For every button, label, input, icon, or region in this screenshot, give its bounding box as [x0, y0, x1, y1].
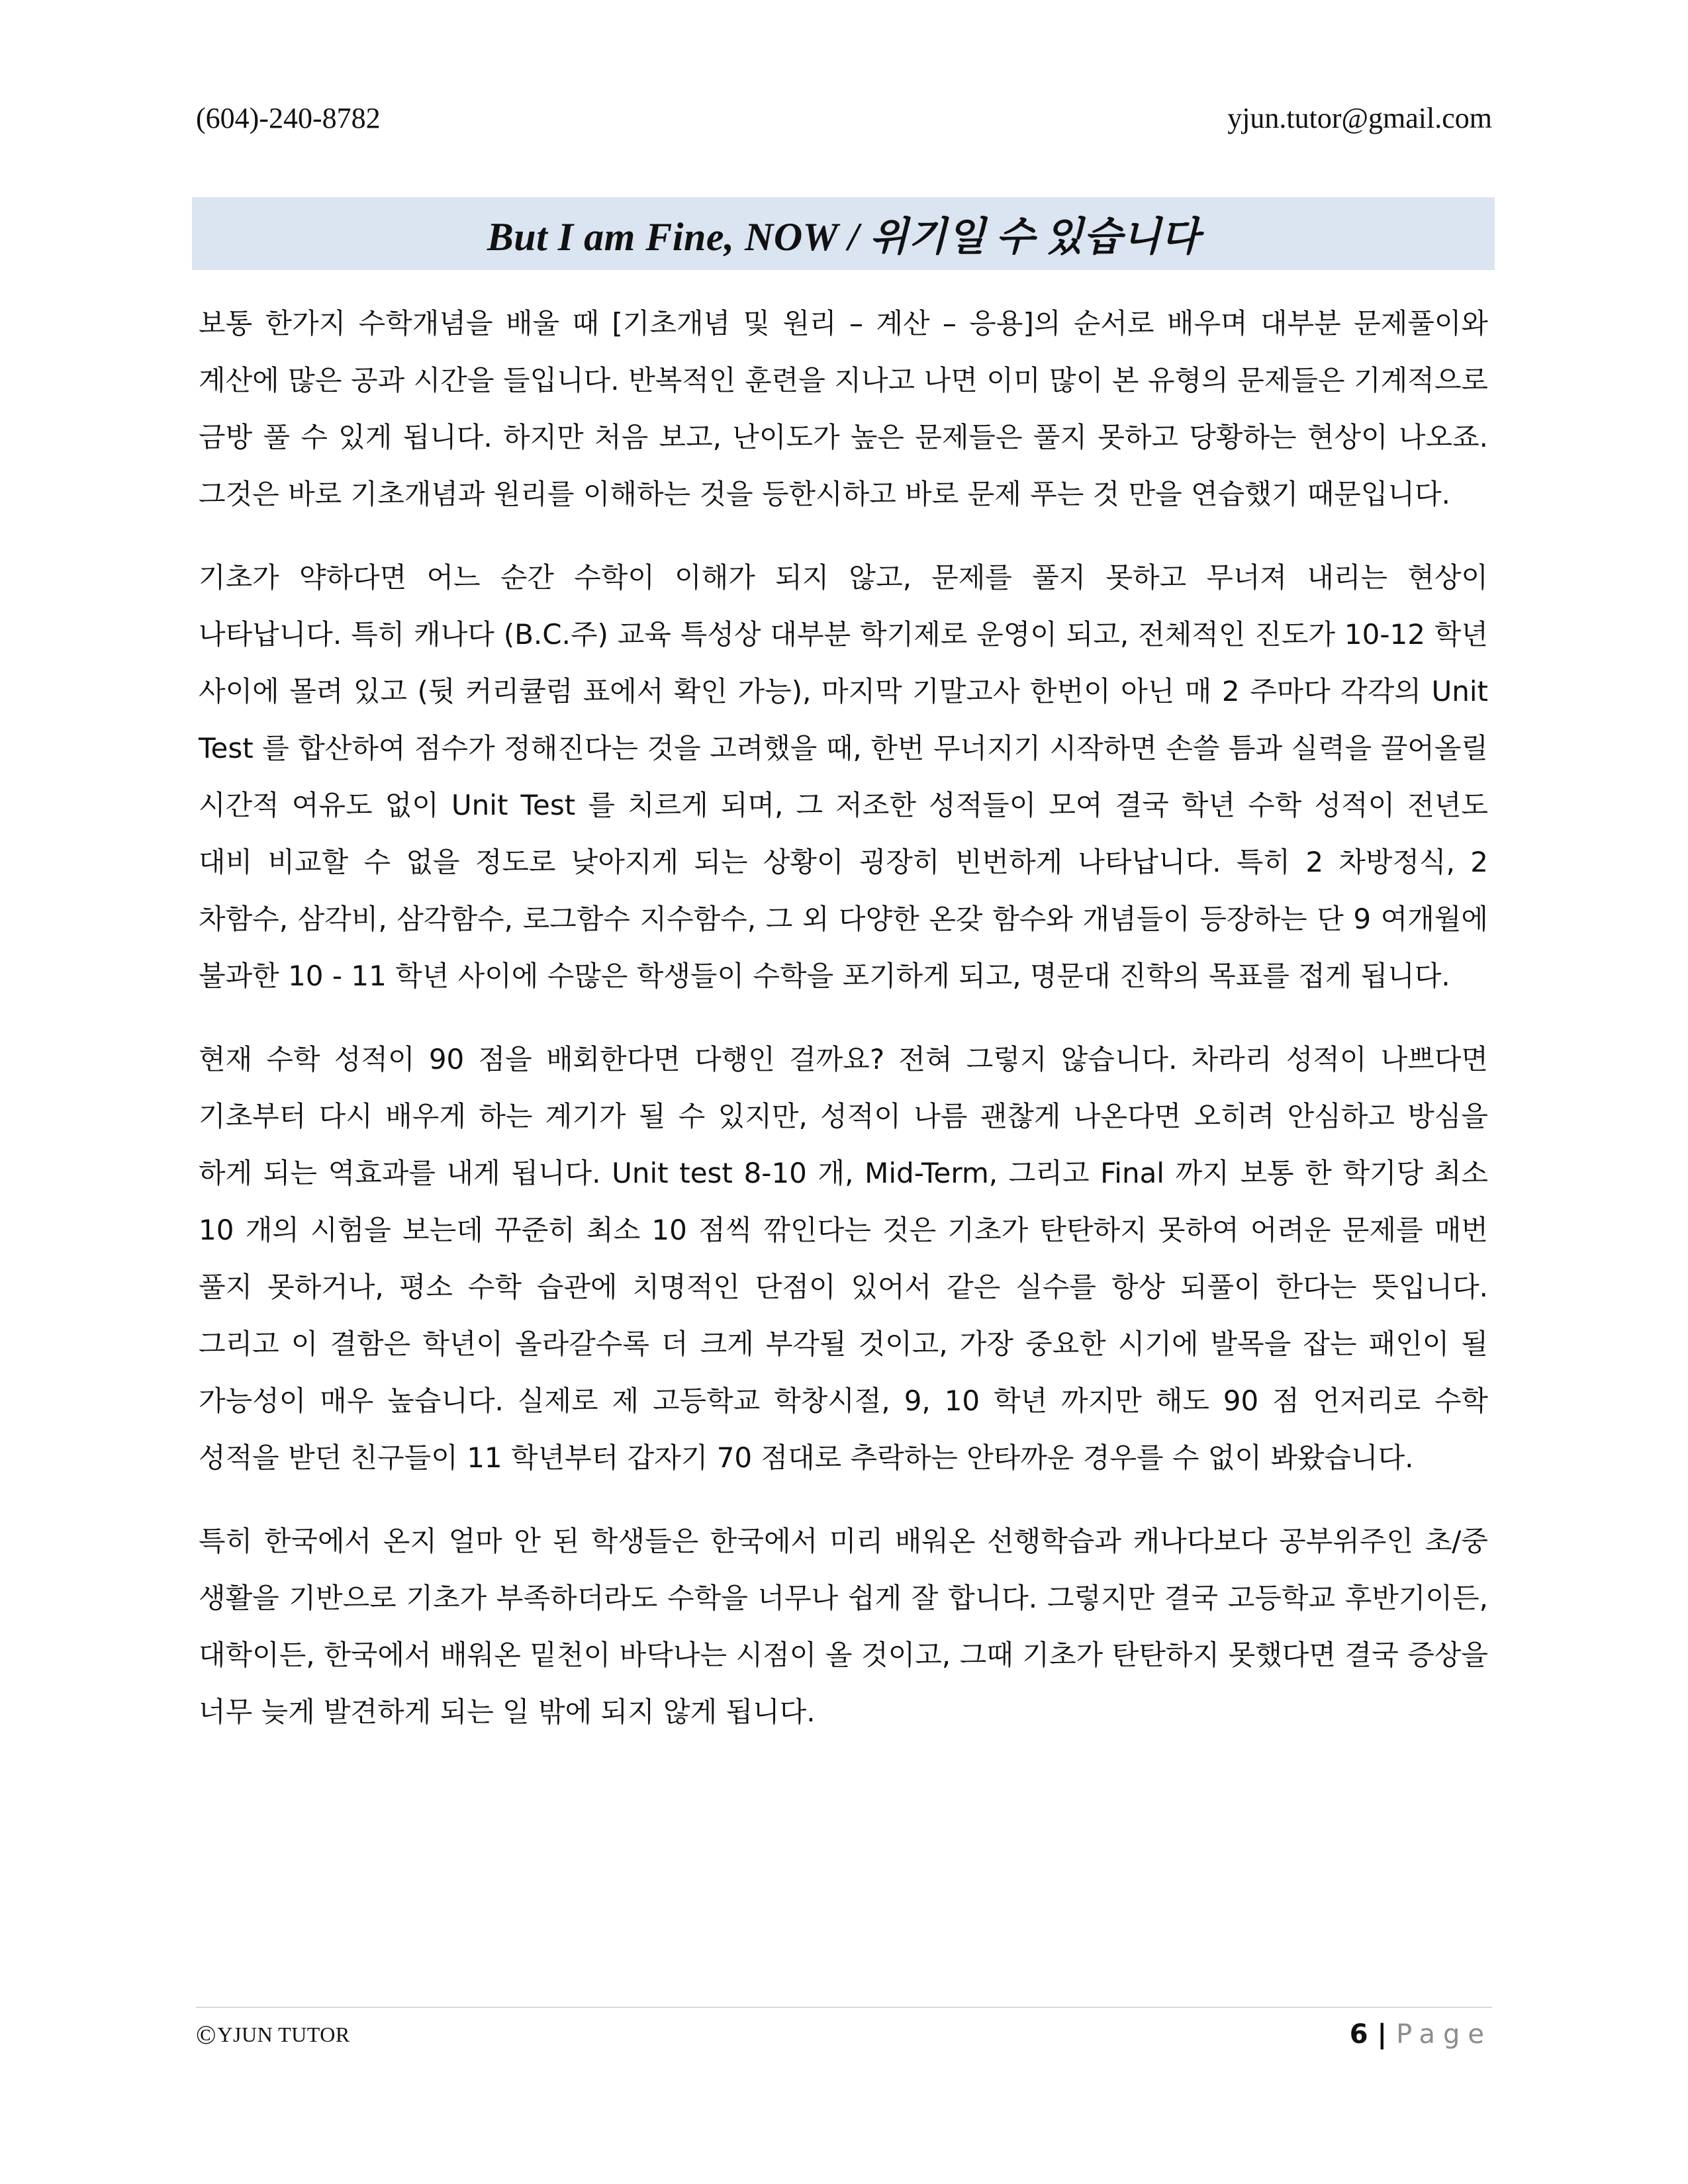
footer-copyright [196, 2019, 350, 2050]
copyright-icon: © [196, 2019, 216, 2050]
page-footer [196, 2013, 1492, 2056]
body-text [199, 295, 1488, 1767]
page-header [196, 98, 1492, 138]
page-number: 6 [1349, 2019, 1368, 2050]
paragraph-3: 현재 수학 성적이 90 점을 배회한다면 다행인 걸까요? 전혀 그렇지 않습니다. 차라리 성적이 나쁘다면 기초부터 다시 배우게 하는 계기가 될 수 있지만, 성적이 나름 괜찮게 나온다면 오히려 안심하고 방심을 하게 되는 역효과를 내게 됩니다. Unit test 8-10 개, Mid-Term, 그리고 Final 까지 보통 한 학기당 최소 10 개의 시험을 보는데 꾸준히 최소 10 점씩 깎인다는 것은 기초가 탄탄하지 못하여 어려운 문제를 매번 풀지 못하거나, 평소 수학 습관에 치명적인 단점이 있어서 같은 실수를 항상 되풀이 한다는 뜻입니다. 그리고 이 결함은 학년이 올라갈수록 더 크게 부각될 것이고, 가장 중요한 시기에 발목을 잡는 패인이 될 가능성이 매우 높습니다. 실제로 제 고등학교 학창시절, 9, 10 학년 까지만 해도 90 점 언저리로 수학 성적을 받던 친구들이 11 학년부터 갑자기 70 점대로 추락하는 안타까운 경우를 수 없이 봐왔습니다. [199, 1043, 1488, 1474]
page-separator: | [1377, 2019, 1387, 2050]
title-banner [192, 197, 1495, 270]
footer-divider [196, 2007, 1492, 2008]
phone-number: (604)-240-8782 [196, 101, 381, 134]
paragraph-2: 기초가 약하다면 어느 순간 수학이 이해가 되지 않고, 문제를 풀지 못하고 무너져 내리는 현상이 나타납니다. 특히 캐나다 (B.C.주) 교육 특성상 대부분 학기제로 운영이 되고, 전체적인 진도가 10-12 학년 사이에 몰려 있고 (뒷 커리큘럼 표에서 확인 가능), 마지막 기말고사 한번이 아닌 매 2 주마다 각각의 Unit Test 를 합산하여 점수가 정해진다는 것을 고려했을 때, 한번 무너지기 시작하면 손쓸 틈과 실력을 끌어올릴 시간적 여유도 없이 Unit Test 를 치르게 되며, 그 저조한 성적들이 모여 결국 학년 수학 성적이 전년도 대비 비교할 수 없을 정도로 낮아지게 되는 상황이 굉장히 빈번하게 나타납니다. 특히 2 차방정식, 2 차함수, 삼각비, 삼각함수, 로그함수 지수함수, 그 외 다양한 온갖 함수와 개념들이 등장하는 단 9 여개월에 불과한 10 - 11 학년 사이에 수많은 학생들이 수학을 포기하게 되고, 명문대 진학의 목표를 접게 됩니다. [199, 561, 1488, 992]
paragraph-4: 특히 한국에서 온지 얼마 안 된 학생들은 한국에서 미리 배워온 선행학습과 캐나다보다 공부위주인 초/중 생활을 기반으로 기초가 부족하더라도 수학을 너무나 쉽게 잘 합니다. 그렇지만 결국 고등학교 후반기이든, 대학이든, 한국에서 배워온 밑천이 바닥나는 시점이 올 것이고, 그때 기초가 탄탄하지 못했다면 결국 증상을 너무 늦게 발견하게 되는 일 밖에 되지 않게 됩니다. [199, 1525, 1488, 1728]
footer-brand: YJUN TUTOR [217, 2022, 350, 2046]
paragraph-1: 보통 한가지 수학개념을 배울 때 [기초개념 및 원리 – 계산 – 응용]의 순서로 배우며 대부분 문제풀이와 계산에 많은 공과 시간을 들입니다. 반복적인 훈련을 지나고 나면 이미 많이 본 유형의 문제들은 기계적으로 금방 풀 수 있게 됩니다. 하지만 처음 보고, 난이도가 높은 문제들은 풀지 못하고 당황하는 현상이 나오죠. 그것은 바로 기초개념과 원리를 이해하는 것을 등한시하고 바로 문제 푸는 것 만을 연습했기 때문입니다. [199, 307, 1488, 510]
page-label: Page [1396, 2019, 1492, 2050]
page-title: But I am Fine, NOW / 위기일 수 있습니다 [487, 215, 1200, 259]
email-address: yjun.tutor@gmail.com [1227, 101, 1492, 134]
page-indicator [1350, 2019, 1492, 2050]
